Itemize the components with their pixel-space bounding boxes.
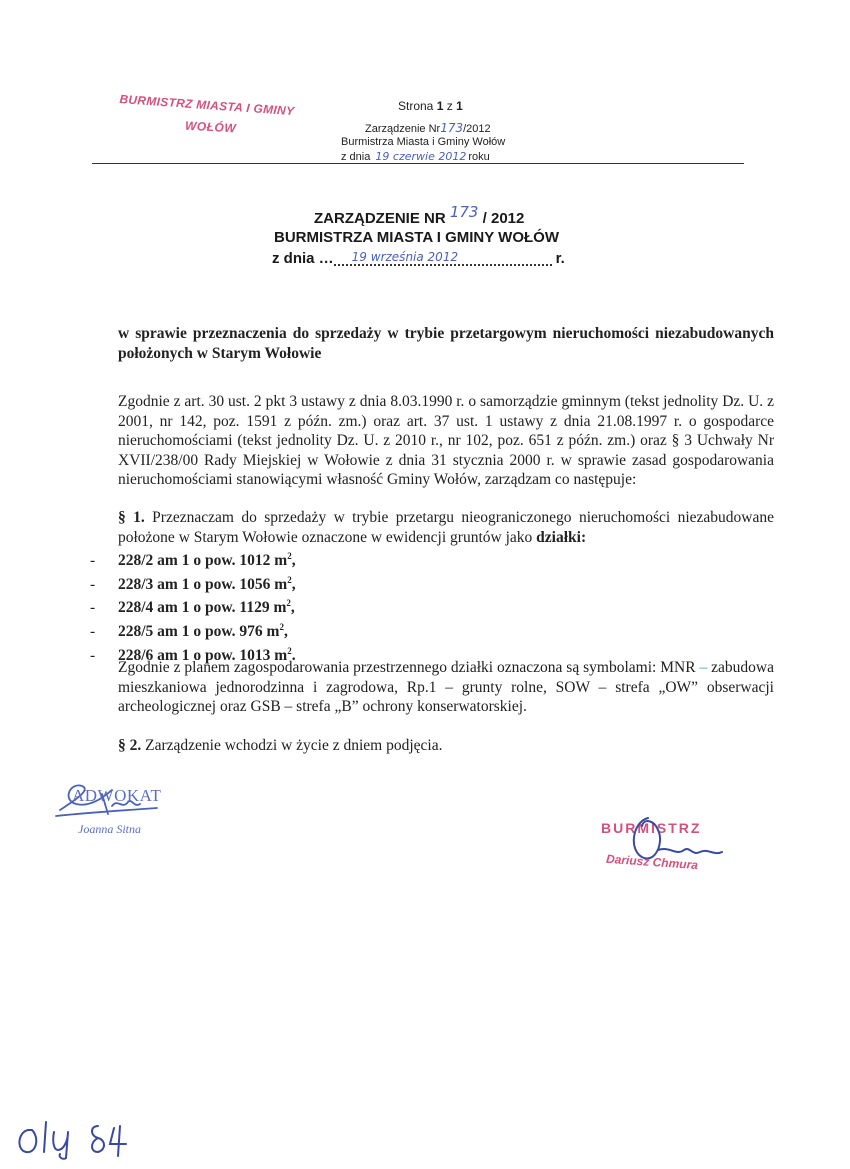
- plot-text: 228/5 am 1 o pow. 976 m: [118, 623, 280, 641]
- plot-sup: 2: [279, 621, 284, 632]
- list-dash: -: [90, 575, 96, 593]
- list-dash: -: [90, 599, 96, 617]
- page-current: 1: [436, 99, 444, 113]
- title-suffix: / 2012: [482, 210, 525, 227]
- zoning-part1: Zgodnie z planem zagospodarowania przestrzennego działki oznaczona są symbolami: MNR: [118, 659, 700, 676]
- mayor-stamp: BURMISTRZ: [601, 820, 702, 836]
- ref-number-handwritten: 173: [440, 121, 464, 135]
- page-prefix: Strona: [398, 99, 437, 113]
- doc-title: [314, 203, 525, 227]
- header-divider: [92, 163, 744, 164]
- page-sep: z: [443, 99, 457, 113]
- ref-prefix: Zarządzenie Nr: [365, 123, 441, 135]
- plot-sup: 2: [287, 574, 292, 585]
- header-reference: [365, 121, 491, 135]
- stamp-issuer-line2: WOŁÓW: [184, 118, 237, 136]
- advocate-name: Joanna Sitna: [78, 822, 141, 836]
- section-1-text: Przeznaczam do sprzedaży w trybie przetargu nieograniczonego nieruchomości niezabudowane położone w Starym Wołowie oznaczone w ewidencji gruntów jako: [118, 509, 774, 546]
- list-dash: -: [90, 552, 96, 570]
- title-number-handwritten: 173: [449, 203, 479, 221]
- title-date-suffix: r.: [555, 250, 565, 267]
- page-counter: [398, 99, 463, 113]
- header-date: [341, 150, 490, 164]
- title-date-handwritten: 19 września 2012: [334, 250, 552, 266]
- section-1-number: § 1.: [118, 509, 145, 526]
- list-item: [90, 594, 296, 618]
- date-suffix: roku: [468, 151, 490, 163]
- plot-text: 228/4 am 1 o pow. 1129 m: [118, 599, 287, 617]
- plot-sup: 2: [287, 645, 292, 656]
- date-handwritten: 19 czerwie 2012: [375, 150, 467, 163]
- section-1-bold-tail: działki:: [536, 528, 587, 546]
- plot-end: ,: [291, 575, 296, 593]
- list-item: [90, 547, 296, 571]
- ref-suffix: /2012: [463, 123, 491, 135]
- plot-sup: 2: [286, 598, 291, 609]
- plot-end: ,: [283, 623, 288, 641]
- advocate-stamp: ADWOKAT: [72, 786, 162, 805]
- stamp-issuer-line1: BURMISTRZ MIASTA I GMINY: [119, 92, 295, 119]
- zoning-dash: –: [699, 659, 708, 676]
- plot-text: 228/6 am 1 o pow. 1013 m: [118, 646, 288, 664]
- list-item: [90, 571, 296, 595]
- plot-end: .: [291, 646, 296, 664]
- title-date-prefix: z dnia …: [272, 250, 334, 267]
- plot-text: 228/3 am 1 o pow. 1056 m: [118, 575, 288, 593]
- subject: w sprawie przeznaczenia do sprzedaży w trybie przetargowym nieruchomości niezabudowanych położonych w Starym Wołowie: [118, 325, 774, 362]
- title-prefix: ZARZĄDZENIE NR: [314, 210, 446, 227]
- section-2-text: Zarządzenie wchodzi w życie z dniem podjęcia.: [141, 737, 443, 754]
- list-dash: -: [90, 646, 96, 664]
- doc-title-issuer: BURMISTRZA MIASTA I GMINY WOŁÓW: [274, 229, 559, 246]
- list-dash: -: [90, 623, 96, 641]
- zoning-paragraph: [118, 658, 774, 717]
- plot-text: 228/2 am 1 o pow. 1012 m: [118, 552, 288, 570]
- plot-list: [90, 547, 296, 665]
- plot-end: ,: [291, 552, 296, 570]
- section-1: [118, 508, 774, 547]
- plot-end: ,: [290, 599, 295, 617]
- list-item: [90, 618, 296, 642]
- date-prefix: z dnia: [341, 151, 371, 163]
- zoning-part2: zabudowa mieszkaniowa jednorodzinna i zagrodowa, Rp.1 – grunty rolne, SOW – strefa „OW” obserwacji archeologicznej oraz GSB – strefa „B” ochrony konserwatorskiej.: [118, 659, 774, 715]
- header-issuer: Burmistrza Miasta i Gminy Wołów: [341, 136, 506, 148]
- mayor-name: Dariusz Chmura: [605, 851, 699, 873]
- section-2: [118, 736, 774, 756]
- handwritten-note: [14, 1118, 164, 1160]
- doc-title-date: [272, 250, 565, 268]
- page-total: 1: [456, 99, 463, 113]
- section-2-number: § 2.: [118, 737, 142, 754]
- legal-basis: Zgodnie z art. 30 ust. 2 pkt 3 ustawy z dnia 8.03.1990 r. o samorządzie gminnym (tekst jednolity Dz. U. z 2001, nr 142, poz. 1591 z późn. zm.) oraz art. 37 ust. 1 ustawy z dnia 21.08.1997 r. o gospodarce nieruchomościami (tekst jednolity Dz. U. z 2010 r., nr 102, poz. 651 z późn. zm.) oraz § 3 Uchwały Nr XVII/238/00 Rady Miejskiej w Wołowie z dnia 31 stycznia 2000 r. w sprawie zasad gospodarowania nieruchomościami stanowiącymi własność Gminy Wołów, zarządzam co następuje:: [118, 393, 774, 488]
- plot-sup: 2: [287, 551, 292, 561]
